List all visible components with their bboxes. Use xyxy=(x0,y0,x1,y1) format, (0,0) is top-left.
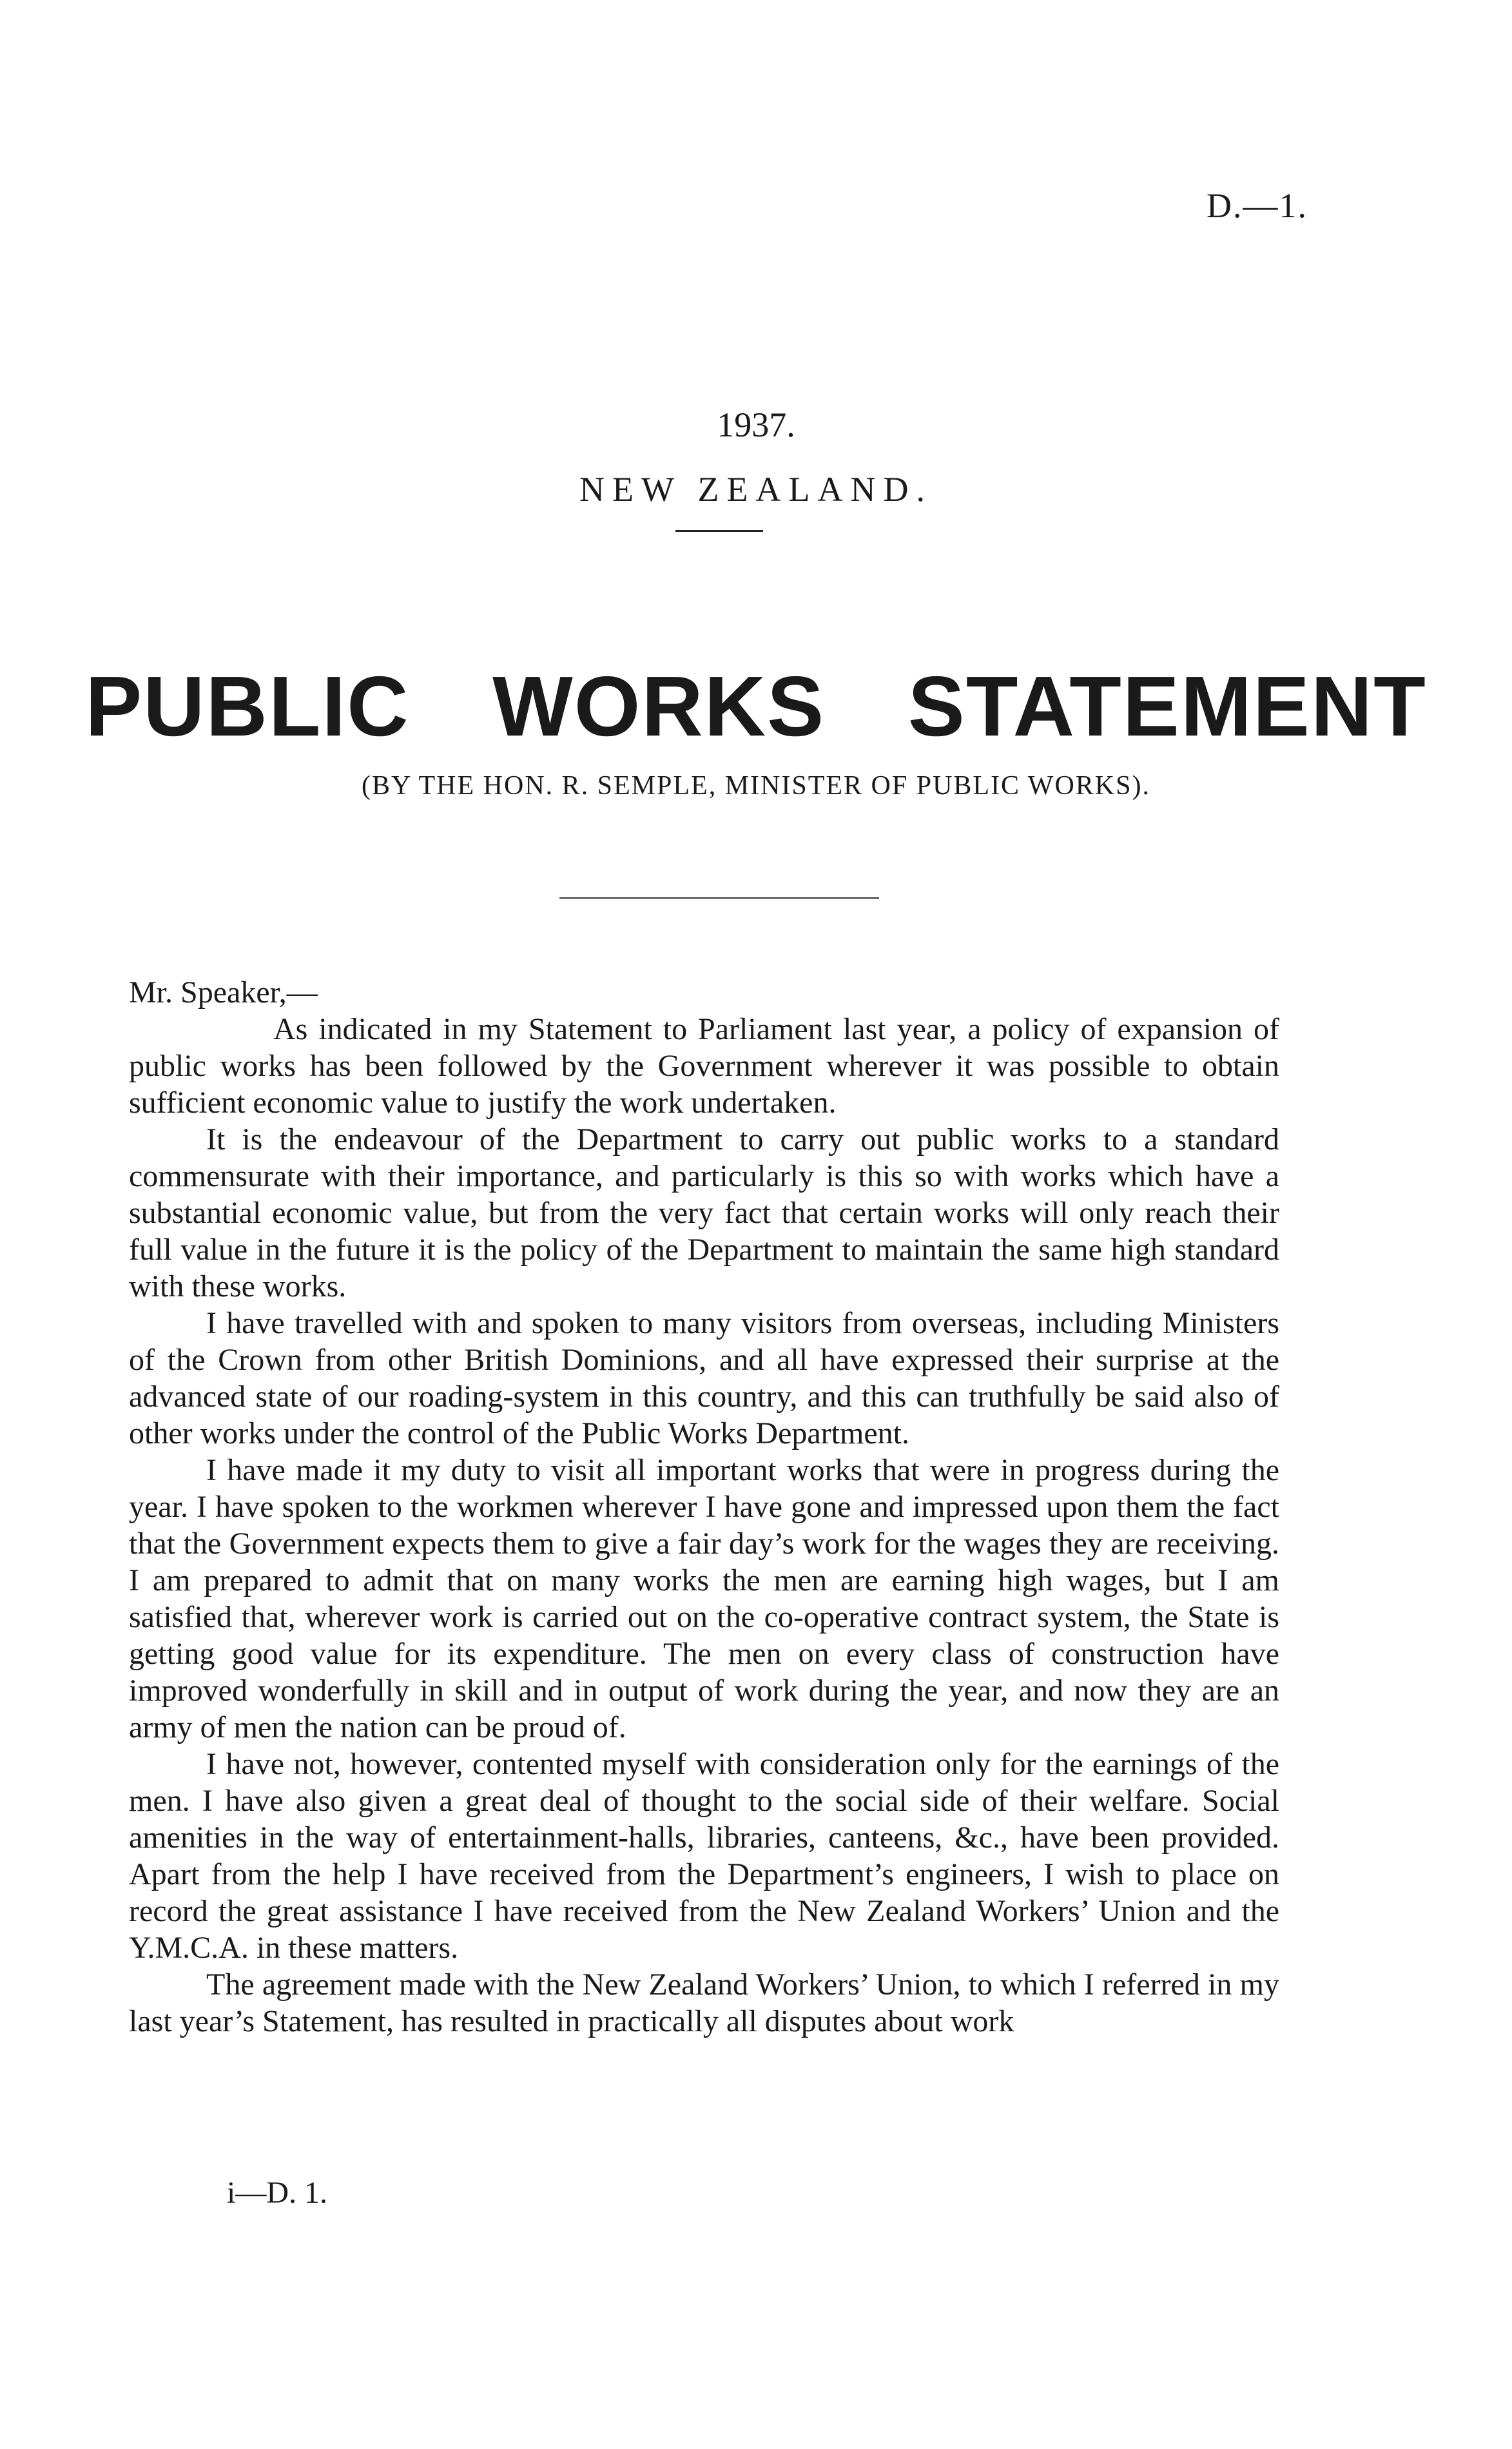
body-text xyxy=(129,1011,1279,2040)
paragraph: As indicated in my Statement to Parliament last year, a policy of expansion of public works has been followed by the Government wherever it was possible to obtain sufficient economic value to justify the work undertaken. xyxy=(129,1012,1279,1120)
paragraph: I have made it my duty to visit all important works that were in progress during the year. I have spoken to the workmen wherever I have gone and impressed upon them the fact that the Government expects them to give a fair day’s work for the wages they are receiving. I am prepared to admit that on many works the men are earning high wages, but I am satisfied that, wherever work is carried out on the co-operative contract system, the State is getting good value for its expenditure. The men on every class of construction have improved wonderfully in skill and in output of work during the year, and now they are an army of men the nation can be proud of. xyxy=(129,1453,1279,1744)
document-subtitle: (BY THE HON. R. SEMPLE, MINISTER OF PUBLIC WORKS). xyxy=(362,771,1150,801)
page-reference: D.—1. xyxy=(1207,186,1308,225)
document-title: PUBLIC WORKS STATEMENT xyxy=(85,659,1427,754)
salutation: Mr. Speaker,— xyxy=(129,975,318,1010)
country-heading: NEW ZEALAND. xyxy=(579,470,933,509)
paragraph: The agreement made with the New Zealand Workers’ Union, to which I referred in my last year’s Statement, has resulted in practically all disputes about work xyxy=(129,1967,1279,2038)
year-heading: 1937. xyxy=(717,405,795,444)
paragraph: I have travelled with and spoken to many visitors from overseas, including Ministers of the Crown from other British Dominions, and all have expressed their surprise at the advanced state of our roading-system in this country, and this can truthfully be said also of other works under the control of the Public Works Department. xyxy=(129,1306,1279,1450)
signature-mark: i—D. 1. xyxy=(227,2176,327,2210)
short-divider xyxy=(675,530,763,532)
paragraph: I have not, however, contented myself with consideration only for the earnings of the men. I have also given a great deal of thought to the social side of their welfare. Social amenities in the way of entertainment-halls, libraries, canteens, &c., have been provided. Apart from the help I have received from the Department’s engineers, I wish to place on record the great assistance I have received from the New Zealand Workers’ Union and the Y.M.C.A. in these matters. xyxy=(129,1747,1279,1965)
long-divider xyxy=(559,897,879,899)
paragraph: It is the endeavour of the Department to carry out public works to a standard commensurate with their importance, and particularly is this so with works which have a substantial economic value, but from the very fact that certain works will only reach their full value in the future it is the policy of the Department to maintain the same high standard with these works. xyxy=(129,1122,1279,1303)
